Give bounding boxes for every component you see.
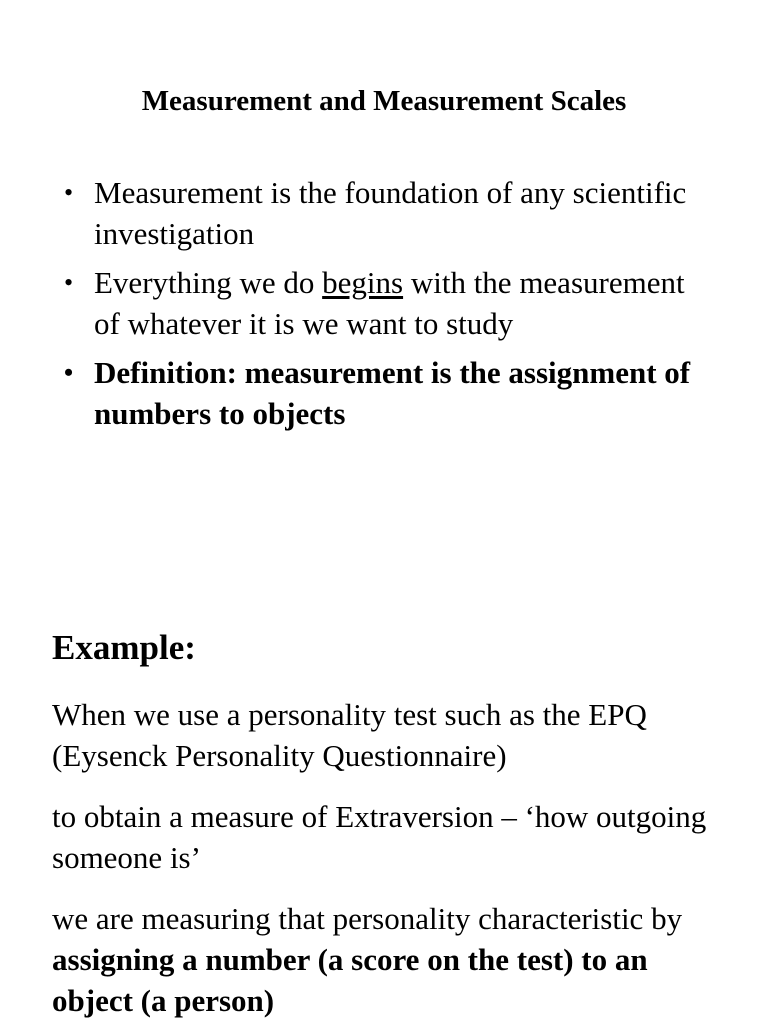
- bullet-icon: •: [64, 268, 74, 297]
- example-heading: Example:: [52, 628, 196, 667]
- underlined-word: begins: [322, 265, 404, 300]
- paragraph-epq: When we use a personality test such as the EPQ (Eysenck Personality Questionnaire): [52, 697, 647, 773]
- bullet-list: [62, 173, 712, 443]
- bullet-text-start: Everything we do: [94, 265, 323, 300]
- definition-text: Definition: measurement is the assignment of numbers to objects: [94, 355, 691, 431]
- bullet-icon: •: [64, 358, 74, 387]
- bullet-item-definition: [62, 353, 712, 434]
- bullet-text: Measurement is the foundation of any scientific investigation: [94, 175, 687, 251]
- bullet-item-foundation: [62, 173, 712, 254]
- slide-title: Measurement and Measurement Scales: [141, 85, 627, 117]
- paragraph-extraversion: to obtain a measure of Extraversion – ‘how outgoing someone is’: [52, 799, 707, 875]
- paragraph-bold-text: assigning a number (a score on the test) to an object (a person): [52, 942, 648, 1018]
- bullet-icon: •: [64, 178, 74, 207]
- paragraph-measuring: [52, 898, 732, 1021]
- paragraph-plain-text: we are measuring that personality characteristic by: [52, 901, 683, 936]
- bullet-item-begins: [62, 263, 712, 344]
- bullet-text-end: with the measurement of whatever it is we want to study: [94, 265, 685, 341]
